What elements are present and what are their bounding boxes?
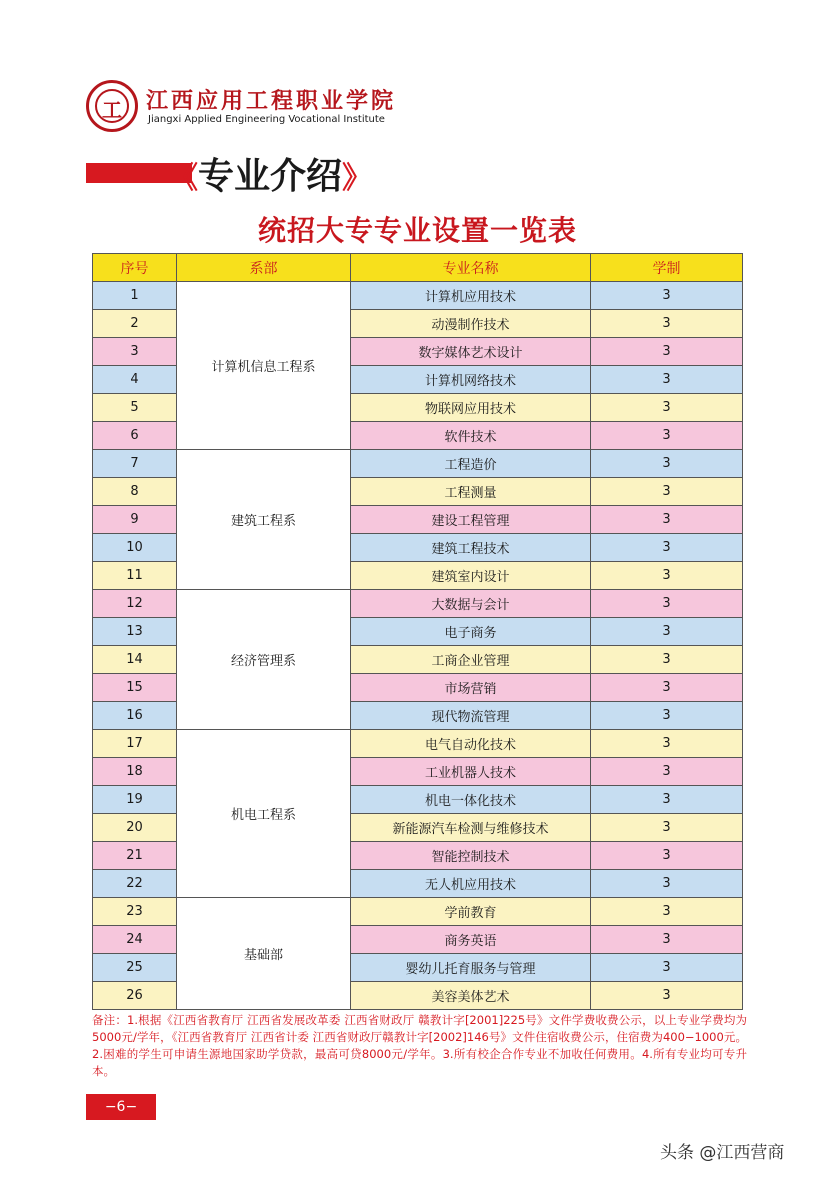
cell-years: 3 [591,842,743,870]
cell-major: 数字媒体艺术设计 [351,338,591,366]
cell-major: 建设工程管理 [351,506,591,534]
cell-no: 19 [93,786,177,814]
school-header [86,80,446,140]
cell-major: 工程造价 [351,450,591,478]
cell-years: 3 [591,422,743,450]
table-body [93,282,743,1010]
cell-years: 3 [591,814,743,842]
cell-major: 计算机网络技术 [351,366,591,394]
footnote: 备注：1.根据《江西省教育厅 江西省发展改革委 江西省财政厅 赣教计字[2001]225号》文件学费收费公示，以上专业学费均为5000元/学年，《江西省教育厅 江西省计委 江西省财政厅赣教计字[2002]146号》文件住宿收费公示，住宿费为400−1000元。2.困难的学生可申请生源地国家助学贷款，最高可贷8000元/学年。3.所有校企合作专业不加收任何费用。4.所有专业均可专升本。 [92,1013,747,1078]
cell-major: 工商企业管理 [351,646,591,674]
majors-table [92,253,743,1010]
cell-major: 软件技术 [351,422,591,450]
cell-no: 22 [93,870,177,898]
cell-no: 9 [93,506,177,534]
cell-dept: 基础部 [177,898,351,1010]
cell-major: 电气自动化技术 [351,730,591,758]
cell-major: 计算机应用技术 [351,282,591,310]
cell-major: 电子商务 [351,618,591,646]
cell-years: 3 [591,562,743,590]
cell-no: 12 [93,590,177,618]
cell-years: 3 [591,506,743,534]
table-row [93,450,743,478]
cell-major: 物联网应用技术 [351,394,591,422]
section-title-text: 专业介绍 [198,155,343,197]
cell-no: 21 [93,842,177,870]
cell-years: 3 [591,338,743,366]
cell-dept: 计算机信息工程系 [177,282,351,450]
cell-no: 4 [93,366,177,394]
cell-no: 10 [93,534,177,562]
cell-major: 建筑室内设计 [351,562,591,590]
cell-years: 3 [591,618,743,646]
cell-no: 18 [93,758,177,786]
cell-years: 3 [591,534,743,562]
cell-no: 26 [93,982,177,1010]
cell-years: 3 [591,282,743,310]
cell-major: 商务英语 [351,926,591,954]
table-row [93,282,743,310]
table-row [93,590,743,618]
cell-years: 3 [591,982,743,1010]
school-name-cn: 江西应用工程职业学院 [146,88,397,114]
section-title [168,148,372,199]
cell-years: 3 [591,926,743,954]
table-header-row [93,254,743,282]
cell-no: 5 [93,394,177,422]
cell-major: 现代物流管理 [351,702,591,730]
cell-years: 3 [591,646,743,674]
cell-dept: 建筑工程系 [177,450,351,590]
school-name-en: Jiangxi Applied Engineering Vocational Institute [148,114,385,125]
cell-years: 3 [591,870,743,898]
cell-no: 8 [93,478,177,506]
cell-years: 3 [591,730,743,758]
section-close-bracket: 》 [342,161,373,196]
cell-years: 3 [591,954,743,982]
cell-major: 工程测量 [351,478,591,506]
cell-major: 婴幼儿托育服务与管理 [351,954,591,982]
col-header-no: 序号 [93,254,177,282]
section-open-bracket: 《 [168,161,198,196]
cell-years: 3 [591,758,743,786]
cell-no: 16 [93,702,177,730]
table-row [93,898,743,926]
cell-major: 学前教育 [351,898,591,926]
cell-major: 市场营销 [351,674,591,702]
cell-major: 动漫制作技术 [351,310,591,338]
cell-years: 3 [591,786,743,814]
cell-no: 7 [93,450,177,478]
cell-years: 3 [591,394,743,422]
col-header-major: 专业名称 [351,254,591,282]
cell-no: 17 [93,730,177,758]
cell-years: 3 [591,310,743,338]
cell-no: 14 [93,646,177,674]
cell-major: 大数据与会计 [351,590,591,618]
cell-no: 20 [93,814,177,842]
cell-dept: 机电工程系 [177,730,351,898]
cell-years: 3 [591,450,743,478]
cell-no: 24 [93,926,177,954]
cell-major: 建筑工程技术 [351,534,591,562]
cell-no: 3 [93,338,177,366]
cell-no: 23 [93,898,177,926]
cell-years: 3 [591,898,743,926]
cell-major: 智能控制技术 [351,842,591,870]
cell-major: 新能源汽车检测与维修技术 [351,814,591,842]
school-logo-icon [86,80,138,132]
cell-dept: 经济管理系 [177,590,351,730]
cell-no: 25 [93,954,177,982]
cell-no: 15 [93,674,177,702]
col-header-dept: 系部 [177,254,351,282]
cell-major: 美容美体艺术 [351,982,591,1010]
cell-no: 11 [93,562,177,590]
watermark: 头条 @江西营商 [660,1143,785,1163]
cell-years: 3 [591,674,743,702]
cell-major: 工业机器人技术 [351,758,591,786]
col-header-years: 学制 [591,254,743,282]
cell-years: 3 [591,366,743,394]
cell-years: 3 [591,478,743,506]
cell-no: 1 [93,282,177,310]
table-row [93,730,743,758]
cell-no: 13 [93,618,177,646]
table-title: 统招大专专业设置一览表 [257,214,577,247]
cell-years: 3 [591,702,743,730]
cell-major: 机电一体化技术 [351,786,591,814]
cell-no: 6 [93,422,177,450]
cell-no: 2 [93,310,177,338]
cell-years: 3 [591,590,743,618]
page-number: −6− [86,1094,156,1120]
cell-major: 无人机应用技术 [351,870,591,898]
